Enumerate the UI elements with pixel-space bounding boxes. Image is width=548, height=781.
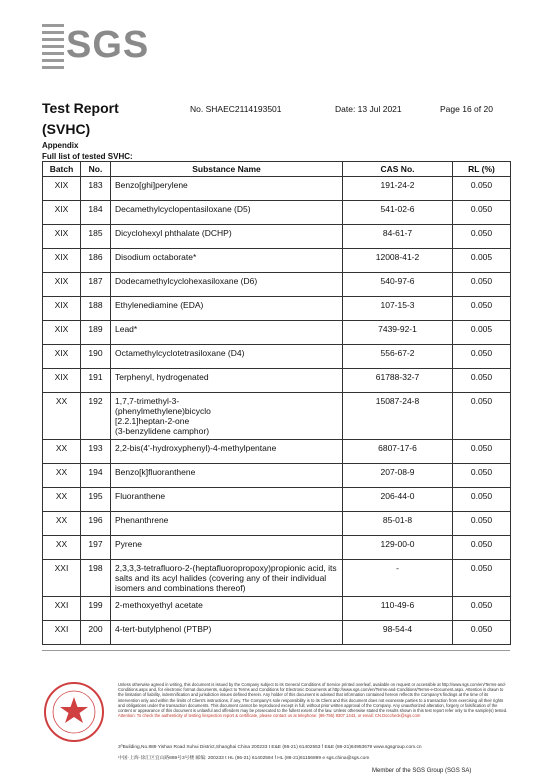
cell-batch: XX [43, 440, 81, 464]
cell-batch: XXI [43, 597, 81, 621]
cell-substance: 2,3,3,3-tetrafluoro-2-(heptafluoropropoxy)propionic acid, its salts and its acyl halides (covering any of their individual isomers and combinations thereof) [111, 560, 343, 597]
cell-cas: 98-54-4 [343, 621, 453, 645]
cell-cas: 556-67-2 [343, 345, 453, 369]
cell-no: 185 [81, 225, 111, 249]
cell-rl: 0.050 [453, 488, 511, 512]
table-row [43, 369, 511, 393]
cell-substance: Octamethylcyclotetrasiloxane (D4) [111, 345, 343, 369]
cell-cas: 540-97-6 [343, 273, 453, 297]
cell-batch: XXI [43, 621, 81, 645]
cell-no: 196 [81, 512, 111, 536]
cell-substance: Pyrene [111, 536, 343, 560]
cell-rl: 0.050 [453, 177, 511, 201]
cell-cas: 129-00-0 [343, 536, 453, 560]
table-row [43, 560, 511, 597]
table-row [43, 393, 511, 440]
table-row [43, 440, 511, 464]
cell-rl: 0.050 [453, 393, 511, 440]
cell-cas: 61788-32-7 [343, 369, 453, 393]
cell-no: 193 [81, 440, 111, 464]
cell-no: 197 [81, 536, 111, 560]
footer-disclaimer [118, 682, 508, 718]
cell-batch: XXI [43, 560, 81, 597]
cell-cas: 15087-24-8 [343, 393, 453, 440]
cell-no: 186 [81, 249, 111, 273]
cell-batch: XIX [43, 369, 81, 393]
cell-substance: Lead* [111, 321, 343, 345]
cell-substance: 4-tert-butylphenol (PTBP) [111, 621, 343, 645]
cell-substance: Ethylenediamine (EDA) [111, 297, 343, 321]
cell-no: 194 [81, 464, 111, 488]
table-body [43, 177, 511, 645]
cell-substance: Benzo[k]fluoranthene [111, 464, 343, 488]
cell-batch: XIX [43, 345, 81, 369]
cell-cas: 85-01-8 [343, 512, 453, 536]
cell-substance: 1,7,7-trimethyl-3- (phenylmethylene)bicyclo [2.2.1]heptan-2-one (3-benzylidene camphor) [111, 393, 343, 440]
cell-batch: XX [43, 536, 81, 560]
cell-substance: Benzo[ghi]perylene [111, 177, 343, 201]
disclaimer-text: Unless otherwise agreed in writing, this document is issued by the Company subject to its General Conditions of Service printed overleaf, available on request or accessible at http://www.sgs.com/en/Terms-and-Conditions.aspx and, for electronic format documents, subject to Terms and Conditions for Electronic Documents at http://www.sgs.com/en/Terms-and-Conditions/Terms-e-Document.aspx. Attention is drawn to the limitation of liability, indemnification and jurisdiction issues defined therein. Any holder of this document is advised that information contained hereon reflects the Company's findings at the time of its intervention only and within the limits of Client's instructions, if any. The Company's sole responsibility is to its Client and this document does not exonerate parties to a transaction from exercising all their rights and obligations under the transaction documents. This document cannot be reproduced except in full, without prior written approval of the Company. Any unauthorized alteration, forgery or falsification of the content or appearance of this document is unlawful and offenders may be prosecuted to the fullest extent of the law. Unless otherwise stated the results shown in this test report refer only to the sample(s) tested. [118, 682, 508, 714]
table-row [43, 225, 511, 249]
cell-rl: 0.050 [453, 369, 511, 393]
report-title [42, 98, 119, 140]
report-number: No. SHAEC2114193501 [190, 104, 282, 114]
address-english: 3⁰Building,No.889 Yishan Road Xuhui District,Shanghai China 200233 t E&E (86-21) 61402553 f E&E (86-21)64953679 www.sgsgroup.com.cn [118, 745, 422, 750]
cell-no: 187 [81, 273, 111, 297]
member-line: Member of the SGS Group (SGS SA) [372, 768, 472, 774]
cell-batch: XIX [43, 201, 81, 225]
cell-batch: XIX [43, 225, 81, 249]
table-row [43, 488, 511, 512]
cell-substance: 2,2-bis(4'-hydroxyphenyl)-4-methylpentane [111, 440, 343, 464]
cell-rl: 0.005 [453, 249, 511, 273]
cell-substance: Dicyclohexyl phthalate (DCHP) [111, 225, 343, 249]
cell-rl: 0.050 [453, 201, 511, 225]
cell-cas: - [343, 560, 453, 597]
table-row [43, 177, 511, 201]
table-row [43, 297, 511, 321]
cell-rl: 0.050 [453, 597, 511, 621]
cell-batch: XX [43, 393, 81, 440]
cell-substance: 2-methoxyethyl acetate [111, 597, 343, 621]
svhc-table [42, 161, 511, 645]
cell-no: 198 [81, 560, 111, 597]
cell-substance: Fluoranthene [111, 488, 343, 512]
cell-rl: 0.050 [453, 225, 511, 249]
table-header-row [43, 162, 511, 177]
cell-batch: XX [43, 512, 81, 536]
table-row [43, 536, 511, 560]
table-row [43, 273, 511, 297]
report-title-line1: Test Report [42, 100, 119, 116]
cell-batch: XIX [43, 249, 81, 273]
cell-rl: 0.050 [453, 621, 511, 645]
cell-rl: 0.050 [453, 297, 511, 321]
cell-substance: Disodium octaborate* [111, 249, 343, 273]
cell-batch: XX [43, 464, 81, 488]
table-row [43, 512, 511, 536]
page-number: Page 16 of 20 [440, 104, 493, 114]
report-title-line2: (SVHC) [42, 121, 91, 137]
cell-substance: Decamethylcyclopentasiloxane (D5) [111, 201, 343, 225]
table-row [43, 621, 511, 645]
cell-cas: 84-61-7 [343, 225, 453, 249]
cell-rl: 0.005 [453, 321, 511, 345]
inspection-seal-icon [42, 680, 106, 744]
cell-cas: 207-08-9 [343, 464, 453, 488]
sgs-logo-text: SGS [66, 24, 150, 66]
cell-no: 188 [81, 297, 111, 321]
col-header-rl: RL (%) [453, 162, 511, 177]
cell-rl: 0.050 [453, 440, 511, 464]
cell-substance: Dodecamethylcyclohexasiloxane (D6) [111, 273, 343, 297]
cell-cas: 110-49-6 [343, 597, 453, 621]
cell-no: 184 [81, 201, 111, 225]
table-row [43, 201, 511, 225]
cell-cas: 206-44-0 [343, 488, 453, 512]
table-row [43, 321, 511, 345]
cell-cas: 12008-41-2 [343, 249, 453, 273]
cell-rl: 0.050 [453, 464, 511, 488]
footer-divider [42, 650, 510, 651]
cell-batch: XX [43, 488, 81, 512]
cell-no: 189 [81, 321, 111, 345]
appendix-label: Appendix [42, 141, 79, 150]
cell-cas: 6807-17-6 [343, 440, 453, 464]
col-header-substance: Substance Name [111, 162, 343, 177]
cell-cas: 541-02-6 [343, 201, 453, 225]
cell-rl: 0.050 [453, 560, 511, 597]
cell-cas: 7439-92-1 [343, 321, 453, 345]
cell-rl: 0.050 [453, 273, 511, 297]
cell-batch: XIX [43, 297, 81, 321]
report-date: Date: 13 Jul 2021 [335, 104, 402, 114]
cell-no: 199 [81, 597, 111, 621]
cell-rl: 0.050 [453, 345, 511, 369]
col-header-cas: CAS No. [343, 162, 453, 177]
cell-cas: 107-15-3 [343, 297, 453, 321]
cell-substance: Terphenyl, hydrogenated [111, 369, 343, 393]
cell-no: 183 [81, 177, 111, 201]
table-row [43, 597, 511, 621]
cell-rl: 0.050 [453, 512, 511, 536]
appendix-heading [42, 140, 133, 162]
attention-text: Attention: To check the authenticity of testing /inspection report & certificate, please contact us at telephone: (86-755) 8307 1443, or email: CN.Doccheck@sgs.com [118, 713, 421, 719]
cell-cas: 191-24-2 [343, 177, 453, 201]
col-header-no: No. [81, 162, 111, 177]
table-row [43, 249, 511, 273]
address-chinese: 中国·上海·徐汇区宜山路889号3号楼 邮编: 200233 t HL (86-21) 61402594 f HL (86-21)61156899 e sgs.china@sgs.com [118, 756, 370, 761]
table-row [43, 345, 511, 369]
cell-substance: Phenanthrene [111, 512, 343, 536]
cell-no: 200 [81, 621, 111, 645]
cell-batch: XIX [43, 321, 81, 345]
col-header-batch: Batch [43, 162, 81, 177]
appendix-subtitle: Full list of tested SVHC: [42, 152, 133, 161]
cell-no: 195 [81, 488, 111, 512]
cell-batch: XIX [43, 177, 81, 201]
table-row [43, 464, 511, 488]
cell-no: 192 [81, 393, 111, 440]
cell-batch: XIX [43, 273, 81, 297]
cell-rl: 0.050 [453, 536, 511, 560]
cell-no: 190 [81, 345, 111, 369]
cell-no: 191 [81, 369, 111, 393]
